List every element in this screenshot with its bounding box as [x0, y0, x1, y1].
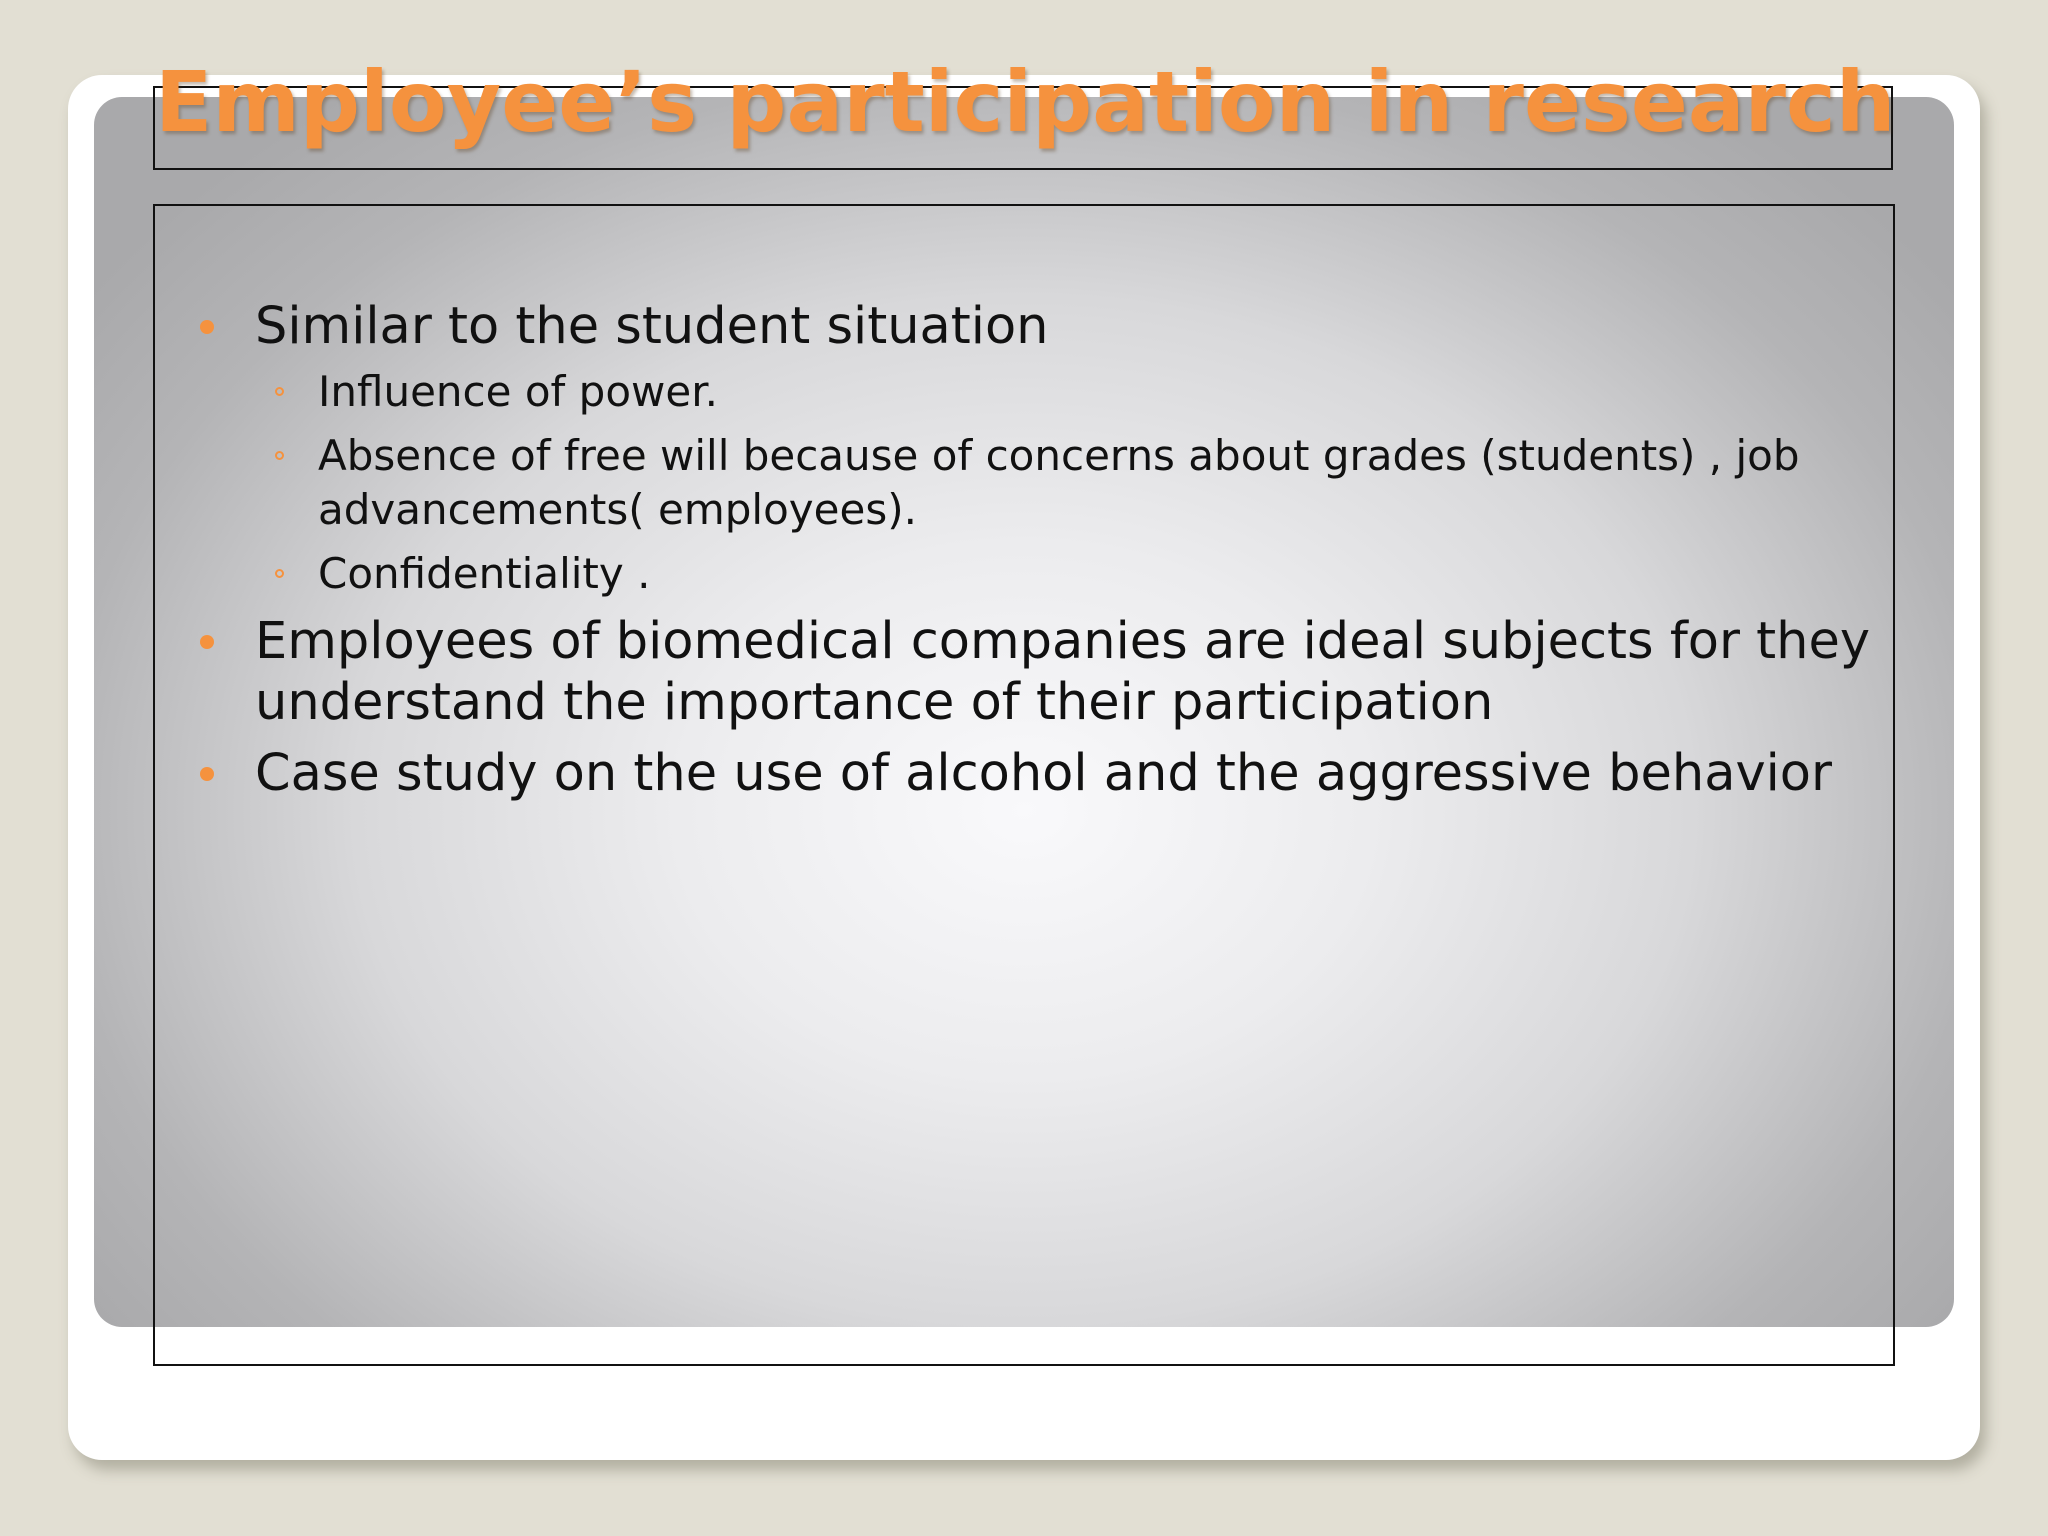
bullet-item: [155, 611, 1893, 733]
bullet-item: [155, 743, 1893, 804]
sub-bullet-text: Absence of free will because of concerns about grades (students) , job advancements( employees).: [318, 431, 1800, 534]
bullet-dot-icon: [200, 635, 214, 649]
bullet-list: [155, 296, 1893, 814]
slide-title: Employee’s participation in research: [155, 53, 1896, 151]
sub-bullet-ring-icon: [275, 569, 284, 578]
sub-bullet-list: [255, 365, 1893, 601]
sub-bullet-item: [254, 365, 1893, 419]
sub-bullet-item: [254, 547, 1893, 601]
bullet-text: Employees of biomedical companies are ideal subjects for they understand the importance of their participation: [255, 612, 1871, 732]
sub-bullet-text: Influence of power.: [318, 367, 718, 416]
sub-bullet-ring-icon: [275, 387, 284, 396]
sub-bullet-ring-icon: [275, 451, 284, 460]
bullet-text: Similar to the student situation: [255, 297, 1049, 356]
bullet-text: Case study on the use of alcohol and the aggressive behavior: [255, 744, 1832, 803]
sub-bullet-text: Confidentiality .: [318, 549, 651, 598]
bullet-dot-icon: [200, 320, 214, 334]
bullet-item: [155, 296, 1893, 601]
content-placeholder: [153, 204, 1895, 1366]
title-placeholder: [153, 53, 1896, 170]
bullet-dot-icon: [200, 767, 214, 781]
sub-bullet-item: [254, 429, 1893, 537]
